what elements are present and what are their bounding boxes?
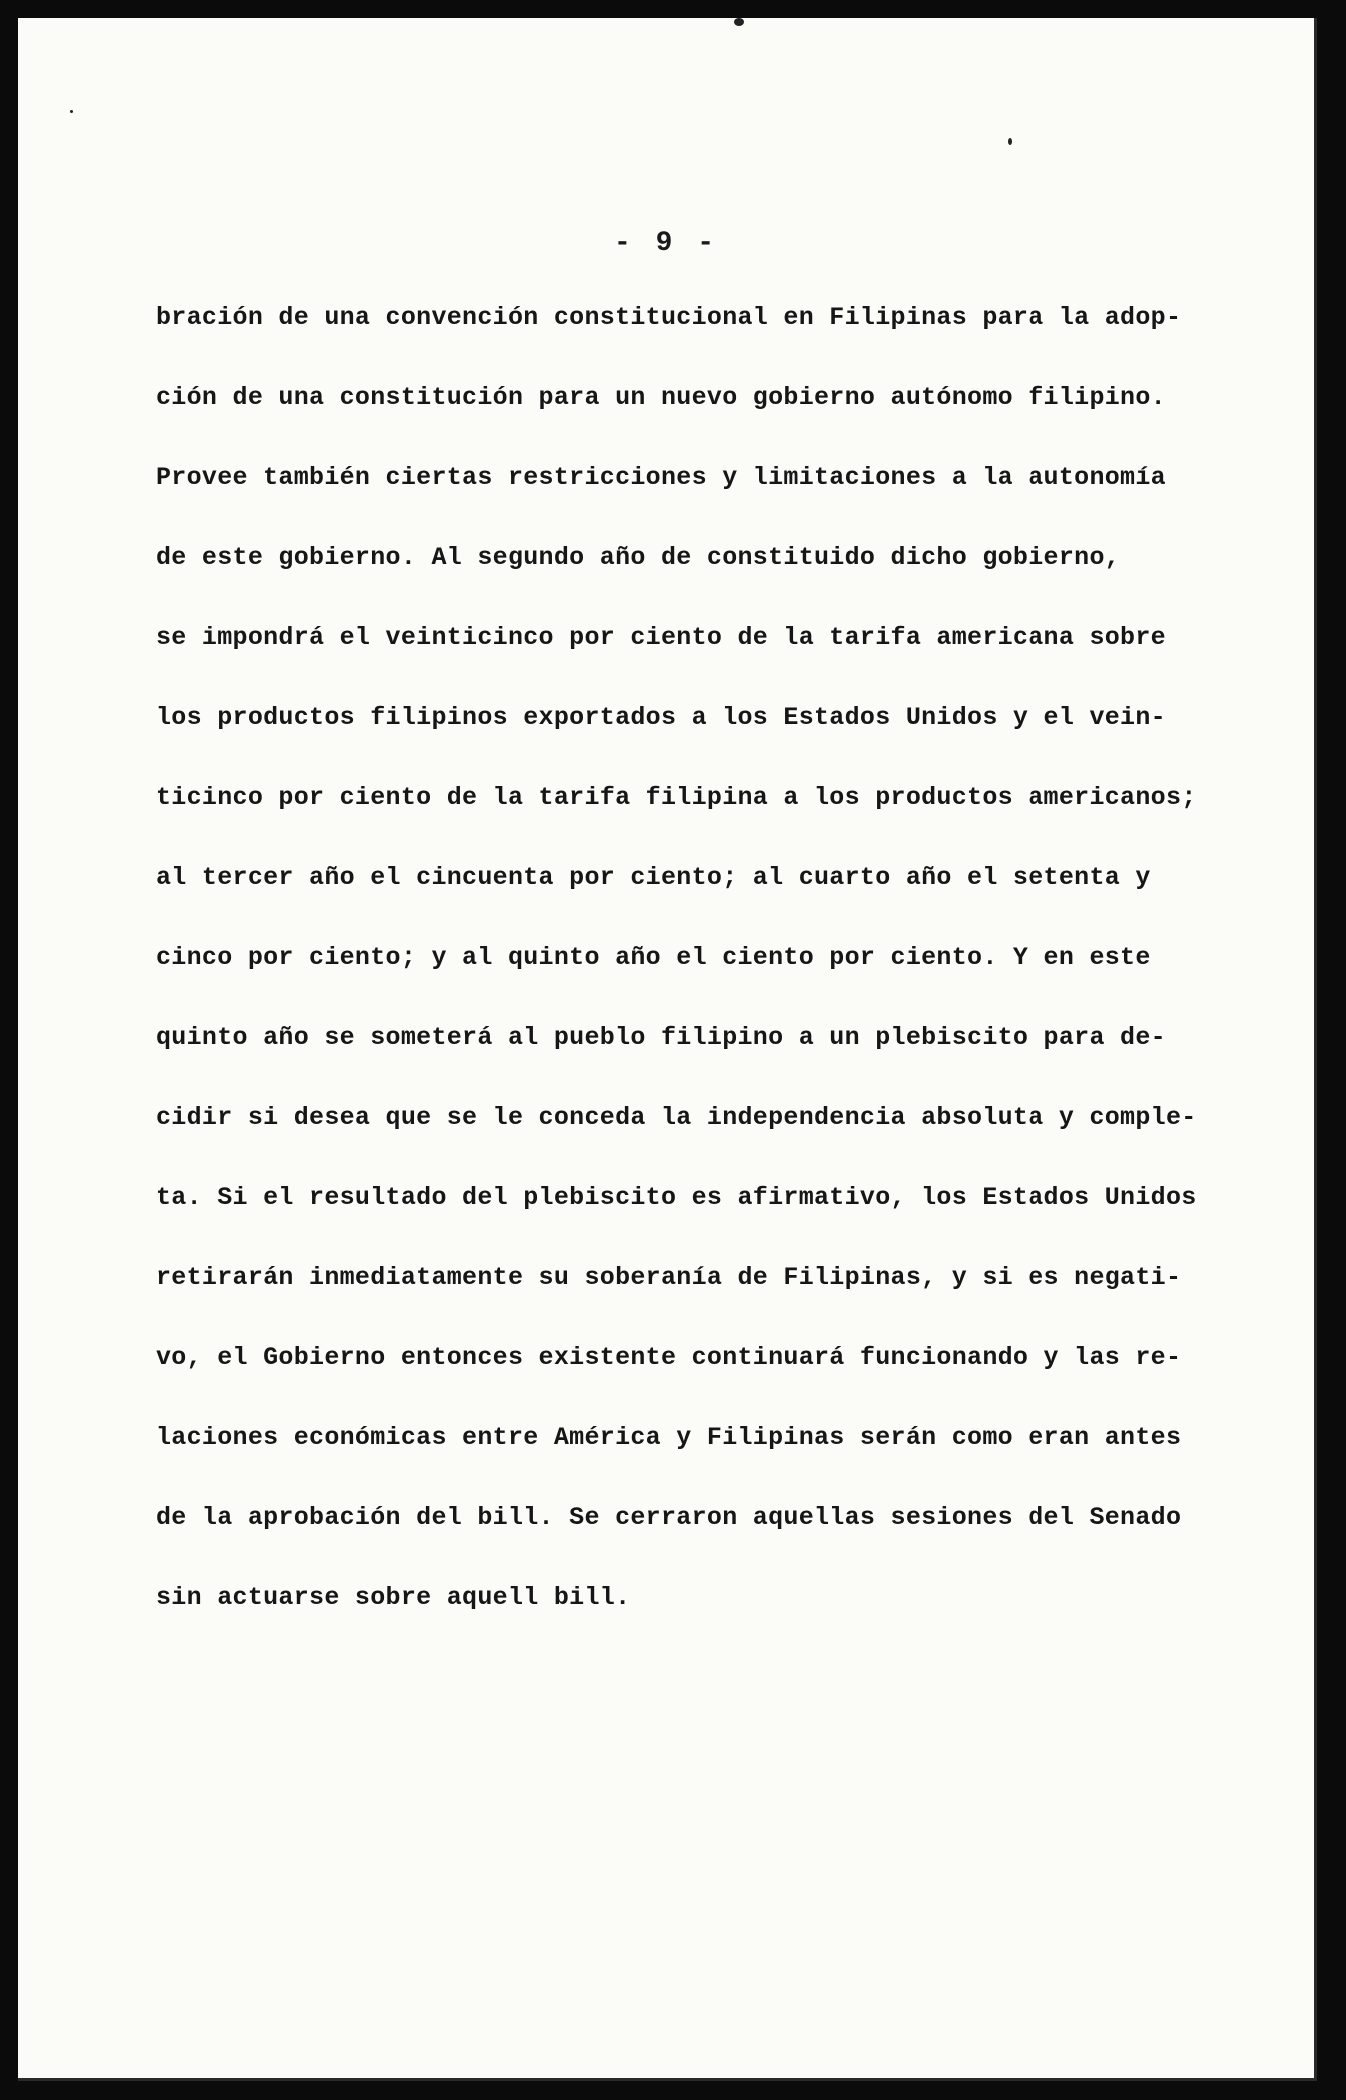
- text-line-11: cidir si desea que se le conceda la independencia absoluta y comple-: [156, 1103, 1197, 1132]
- text-line-12: ta. Si el resultado del plebiscito es afirmativo, los Estados Unidos: [156, 1183, 1197, 1212]
- text-line-17: sin actuarse sobre aquell bill.: [156, 1583, 631, 1612]
- text-line-8: al tercer año el cincuenta por ciento; al cuarto año el setenta y: [156, 863, 1151, 892]
- text-line-10: quinto año se someterá al pueblo filipino a un plebiscito para de-: [156, 1023, 1166, 1052]
- text-line-6: los productos filipinos exportados a los Estados Unidos y el vein-: [156, 703, 1166, 732]
- text-line-9: cinco por ciento; y al quinto año el ciento por ciento. Y en este: [156, 943, 1151, 972]
- text-line-4: de este gobierno. Al segundo año de constituido dicho gobierno,: [156, 543, 1121, 572]
- ink-speck: [1008, 138, 1012, 145]
- ink-speck: [70, 110, 73, 113]
- page-number: - 9 -: [613, 228, 718, 259]
- text-line-15: laciones económicas entre América y Filipinas serán como eran antes: [156, 1423, 1182, 1452]
- text-line-1: bración de una convención constitucional en Filipinas para la adop-: [156, 303, 1182, 332]
- text-line-14: vo, el Gobierno entonces existente continuará funcionando y las re-: [156, 1343, 1182, 1372]
- text-line-3: Provee también ciertas restricciones y limitaciones a la autonomía: [156, 463, 1166, 492]
- typewritten-page: [18, 18, 1317, 2081]
- text-line-13: retirarán inmediatamente su soberanía de Filipinas, y si es negati-: [156, 1263, 1182, 1292]
- text-line-2: ción de una constitución para un nuevo gobierno autónomo filipino.: [156, 383, 1166, 412]
- text-line-7: ticinco por ciento de la tarifa filipina a los productos americanos;: [156, 783, 1197, 812]
- ink-speck: [734, 18, 744, 26]
- text-line-5: se impondrá el veinticinco por ciento de la tarifa americana sobre: [156, 623, 1166, 652]
- text-line-16: de la aprobación del bill. Se cerraron aquellas sesiones del Senado: [156, 1503, 1182, 1532]
